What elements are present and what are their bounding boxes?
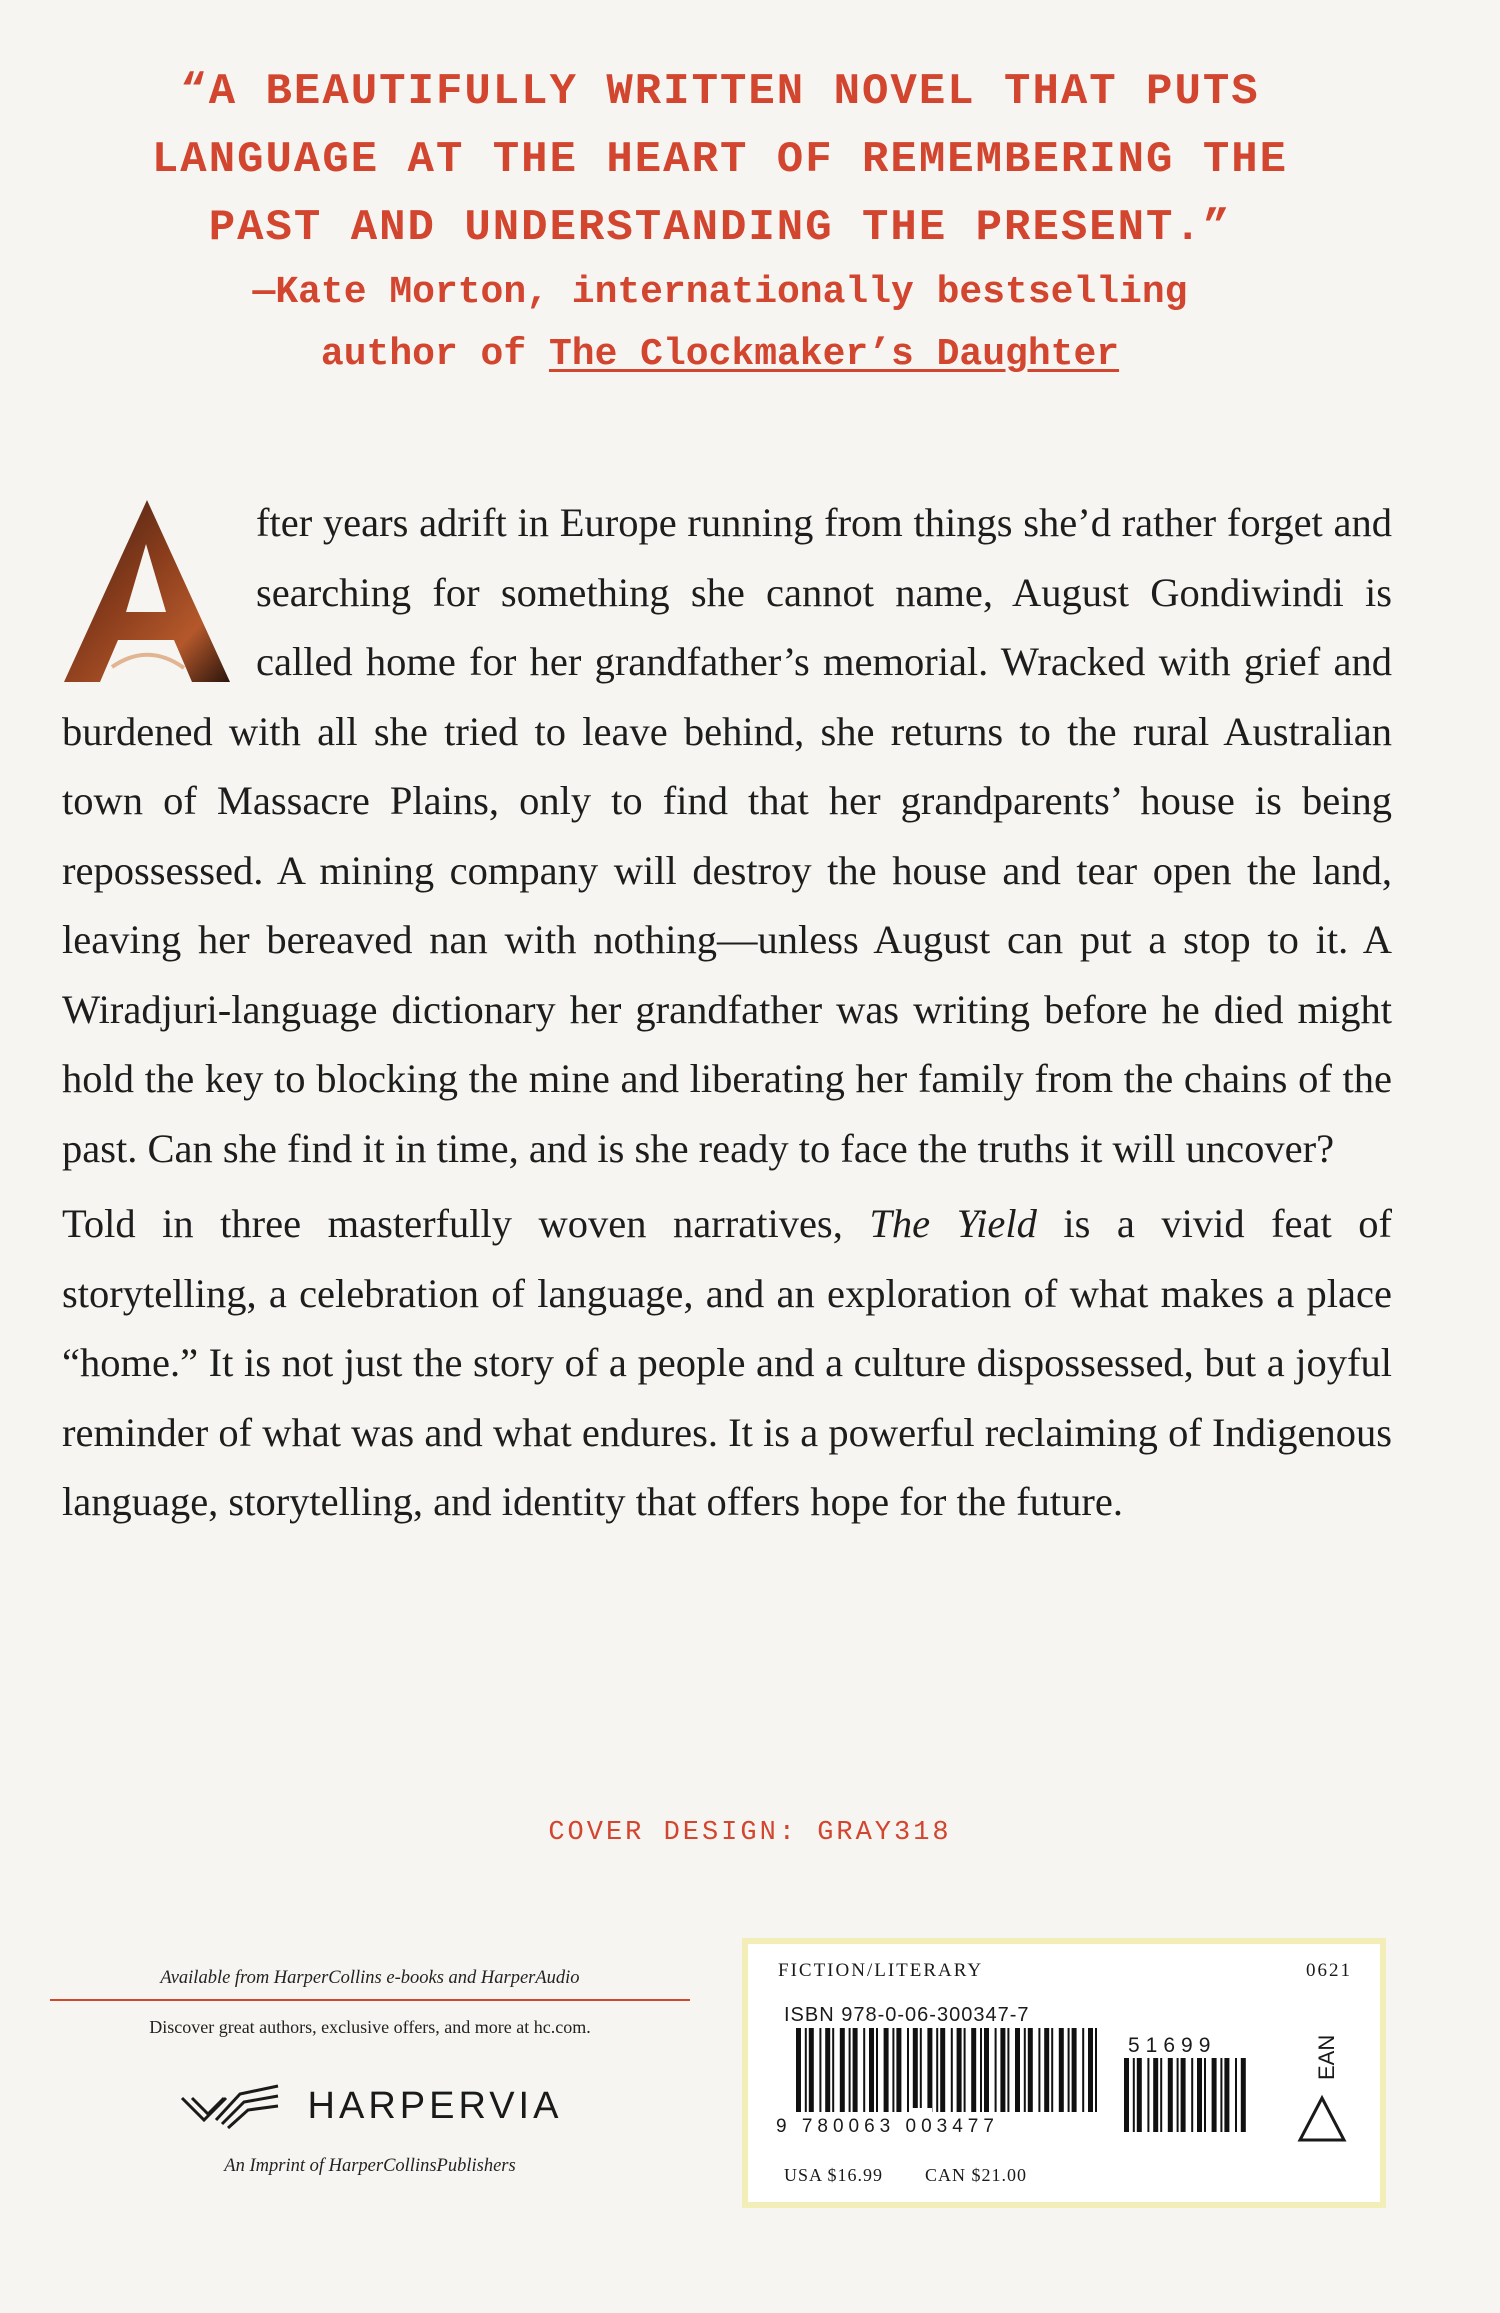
barcode-bar <box>1024 2028 1026 2112</box>
barcode-bar <box>957 2028 962 2112</box>
barcode-bar <box>1133 2058 1135 2132</box>
barcode-bar <box>1177 2058 1179 2132</box>
barcode-bar <box>1137 2058 1142 2132</box>
barcode-bar <box>825 2028 830 2112</box>
price-line <box>784 2165 1027 2186</box>
barcode-bar <box>1059 2028 1064 2112</box>
barcode-bar <box>1068 2028 1070 2112</box>
barcode-bar <box>936 2028 938 2112</box>
imprint-line: An Imprint of HarperCollinsPublishers <box>224 2156 516 2176</box>
barcode-bar <box>1191 2058 1193 2132</box>
review-blurb <box>60 58 1380 386</box>
ean-label: EAN <box>1314 2034 1339 2080</box>
barcode-bar <box>1015 2028 1020 2112</box>
barcode-bar <box>1204 2058 1206 2132</box>
barcode-bar <box>1082 2028 1084 2112</box>
barcode-graphic <box>774 2028 1294 2136</box>
barcode-bar <box>1051 2028 1053 2112</box>
ean-triangle-icon <box>1296 2094 1348 2146</box>
para2-after: is a vivid feat of storytelling, a celebration of language, and an exploration of what makes a place “home.” It is not just the story of a people and a culture dispossessed, but a joyful reminder of what was and what endures. It is a powerful reclaiming of Indigenous language, storytelling, and identity that offers hope for the future. <box>62 1201 1392 1524</box>
barcode-bar <box>1095 2028 1097 2112</box>
para2-before: Told in three masterfully woven narratives, <box>62 1201 870 1246</box>
barcode-bar <box>819 2028 821 2112</box>
barcode-bar <box>980 2028 982 2112</box>
barcode-bar <box>1181 2058 1186 2132</box>
barcode-bar <box>907 2028 909 2112</box>
price-can: CAN $21.00 <box>925 2165 1028 2185</box>
barcode-bar <box>920 2028 922 2112</box>
barcode-bar <box>832 2028 834 2112</box>
barcode-main-digits: 9 780063 003477 <box>776 2116 999 2136</box>
barcode-bar <box>1124 2058 1129 2132</box>
barcode-bar <box>1220 2058 1222 2132</box>
barcode-bar <box>876 2028 878 2112</box>
barcode-bar <box>869 2028 874 2112</box>
discover-note: Discover great authors, exclusive offers, and more at hc.com. <box>149 2017 591 2037</box>
harpervia-logo-icon <box>178 2080 282 2132</box>
description-paragraph-2 <box>62 1189 1392 1537</box>
barcode-bar <box>995 2028 997 2112</box>
cover-design-credit: COVER DESIGN: GRAY318 <box>548 1818 952 1848</box>
publisher-wordmark: HARPERVIA <box>307 2084 563 2127</box>
barcode-bar <box>796 2028 801 2112</box>
bisac-category: FICTION/LITERARY <box>778 1960 984 1981</box>
barcode-bar <box>971 2028 976 2112</box>
barcode-bar <box>1153 2058 1158 2132</box>
barcode-bar <box>1072 2028 1077 2112</box>
barcode-bar <box>853 2028 858 2112</box>
barcode-bar <box>1044 2028 1049 2112</box>
available-formats-note: Available from HarperCollins e-books and HarperAudio <box>160 1968 580 1988</box>
drop-cap-letter-a <box>52 492 242 692</box>
barcode-bar <box>840 2028 845 2112</box>
book-description <box>62 488 1392 1537</box>
barcode-bar <box>984 2028 989 2112</box>
barcode-bar <box>884 2028 889 2112</box>
barcode-bar <box>849 2028 851 2112</box>
description-paragraph-1: fter years adrift in Europe running from things she’d rather forget and searching for something she cannot name, August Gondiwindi is called home for her grandfather’s memorial. Wracked with grief and burdened with all she tried to leave behind, she returns to the rural Australian town of Massacre Plains, only to find that her grandparents’ house is being repossessed. A mining company will destroy the house and tear open the land, leaving her bereaved nan with nothing—unless August can put a stop to it. A Wiradjuri-language dictionary her grandfather was writing before he died might hold the key to blocking the mine and liberating her family from the chains of the past. Can she find it in time, and is she ready to face the truths it will uncover? <box>62 500 1392 1171</box>
barcode-bar <box>913 2028 918 2112</box>
barcode-bar <box>896 2028 901 2112</box>
barcode-bar <box>1235 2058 1237 2132</box>
barcode-bar <box>1000 2028 1005 2112</box>
blurb-quote-line: PAST AND UNDERSTANDING THE PRESENT.” <box>208 203 1232 253</box>
barcode-bar <box>1160 2058 1162 2132</box>
barcode-bar <box>940 2028 945 2112</box>
blurb-attribution-title-line <box>60 324 1380 386</box>
barcode-bar <box>1212 2058 1217 2132</box>
barcode-bar <box>1088 2028 1093 2112</box>
barcode-bar <box>863 2028 865 2112</box>
barcode-bar <box>1241 2058 1246 2132</box>
barcode-bar <box>927 2028 932 2112</box>
barcode-bar <box>1224 2058 1229 2132</box>
barcode-bar <box>805 2028 807 2112</box>
barcode-bar <box>1197 2058 1202 2132</box>
barcode-bar <box>1147 2058 1149 2132</box>
barcode-addon-digits: 51699 <box>1128 2034 1217 2057</box>
barcode-bar <box>964 2028 966 2112</box>
barcode-bar <box>809 2028 814 2112</box>
blurb-quote-line: LANGUAGE AT THE HEART OF REMEMBERING THE <box>151 135 1289 185</box>
divider <box>50 1999 690 2001</box>
barcode-panel <box>742 1938 1386 2208</box>
barcode-bar <box>1038 2028 1040 2112</box>
publisher-block <box>50 1968 690 2177</box>
barcode-bar <box>892 2028 894 2112</box>
print-code: 0621 <box>1306 1960 1352 1981</box>
book-title-italic: The Yield <box>869 1201 1037 1246</box>
isbn-number: ISBN 978-0-06-300347-7 <box>784 2004 1030 2026</box>
barcode-bar <box>1007 2028 1009 2112</box>
barcode-main-bars <box>796 2028 1097 2112</box>
blurb-quote-line: “A BEAUTIFULLY WRITTEN NOVEL THAT PUTS <box>180 67 1260 117</box>
barcode-bar <box>1028 2028 1033 2112</box>
attribution-prefix: author of <box>320 333 527 376</box>
blurb-attribution: —Kate Morton, internationally bestselling <box>252 271 1188 314</box>
barcode-addon-bars <box>1124 2058 1246 2132</box>
price-usa: USA $16.99 <box>784 2165 884 2185</box>
barcode-bar <box>951 2028 953 2112</box>
referenced-book-title: The Clockmaker’s Daughter <box>548 333 1120 376</box>
publisher-logo <box>50 2080 690 2132</box>
barcode-bar <box>1168 2058 1173 2132</box>
